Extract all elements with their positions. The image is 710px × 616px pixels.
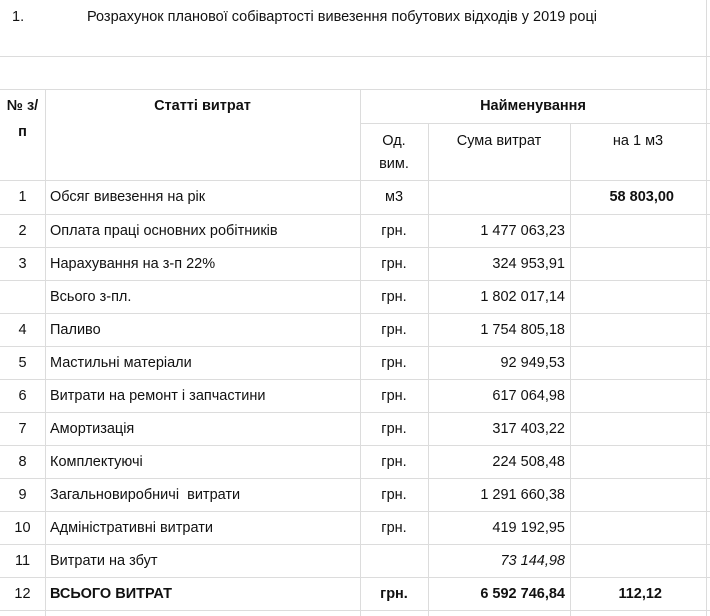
- row-sum: 1 291 660,38: [480, 487, 565, 503]
- row-sum: 317 403,22: [492, 421, 565, 437]
- row-label: Всього з-пл.: [50, 289, 132, 305]
- row-unit: грн.: [381, 388, 407, 404]
- row-sum: 1 754 805,18: [480, 322, 565, 338]
- gridline: [706, 0, 707, 616]
- gridline: [0, 577, 710, 578]
- gridline: [0, 346, 710, 347]
- row-number: 11: [14, 553, 31, 569]
- row-label: Адміністративні витрати: [50, 520, 213, 536]
- gridline: [0, 478, 710, 479]
- row-sum: 92 949,53: [500, 355, 565, 371]
- gridline: [0, 610, 710, 611]
- header-unit-cont: вим.: [379, 156, 409, 172]
- row-unit: грн.: [381, 256, 407, 272]
- row-number: 10: [14, 520, 31, 536]
- gridline: [0, 445, 710, 446]
- row-label: Паливо: [50, 322, 101, 338]
- header-cost-items: Статті витрат: [154, 98, 251, 114]
- total-label: ВСЬОГО ВИТРАТ: [50, 586, 172, 602]
- header-number-cont: п: [18, 124, 27, 140]
- row-label: Мастильні матеріали: [50, 355, 192, 371]
- row-number: 3: [18, 256, 27, 272]
- row-unit: грн.: [381, 223, 407, 239]
- row-number: 6: [18, 388, 27, 404]
- row-unit: грн.: [381, 355, 407, 371]
- row-sum: 224 508,48: [492, 454, 565, 470]
- row-unit: грн.: [381, 487, 407, 503]
- row-per-m3: 58 803,00: [609, 189, 674, 205]
- row-label: Оплата праці основних робітників: [50, 223, 278, 239]
- gridline: [0, 379, 710, 380]
- gridline: [0, 280, 710, 281]
- gridline: [360, 123, 710, 124]
- row-label: Загальновиробничі витрати: [50, 487, 241, 503]
- row-label: Обсяг вивезення на рік: [50, 189, 206, 205]
- row-number: 5: [18, 355, 27, 371]
- header-naming: Найменування: [480, 98, 586, 114]
- section-number: 1.: [12, 9, 25, 25]
- gridline: [0, 56, 710, 57]
- row-label: Витрати на ремонт і запчастини: [50, 388, 266, 404]
- header-sum: Сума витрат: [456, 133, 542, 149]
- row-label: Комплектуючі: [50, 454, 143, 470]
- header-per-m3: на 1 м3: [612, 133, 664, 149]
- row-unit: грн.: [381, 322, 407, 338]
- gridline: [0, 511, 710, 512]
- row-unit: грн.: [381, 454, 407, 470]
- gridline: [0, 214, 710, 215]
- gridline: [0, 180, 710, 181]
- row-number: 9: [18, 487, 27, 503]
- row-number: 8: [18, 454, 27, 470]
- row-sum: 617 064,98: [492, 388, 565, 404]
- row-number: 12: [14, 586, 31, 602]
- document-title: Розрахунок планової собівартості вивезення побутових відходів у 2019 році: [87, 9, 597, 25]
- header-unit: Од.: [382, 133, 406, 149]
- row-number: 7: [18, 421, 27, 437]
- row-sum: 73 144,98: [500, 553, 565, 569]
- row-unit: грн.: [381, 289, 407, 305]
- gridline: [0, 313, 710, 314]
- row-unit: грн.: [381, 520, 407, 536]
- row-label: Нарахування на з-п 22%: [50, 256, 216, 272]
- row-label: Витрати на збут: [50, 553, 158, 569]
- header-number: № з/: [6, 98, 39, 114]
- row-sum: 324 953,91: [492, 256, 565, 272]
- row-sum: 1 802 017,14: [480, 289, 565, 305]
- row-label: Амортизація: [50, 421, 135, 437]
- gridline: [0, 544, 710, 545]
- row-number: 1: [18, 189, 27, 205]
- row-number: 4: [18, 322, 27, 338]
- row-unit: грн.: [380, 586, 408, 602]
- gridline: [0, 89, 710, 90]
- gridline: [45, 89, 46, 616]
- gridline: [0, 412, 710, 413]
- total-per-m3: 112,12: [618, 586, 662, 602]
- row-unit: грн.: [381, 421, 407, 437]
- row-sum: 419 192,95: [492, 520, 565, 536]
- row-sum: 1 477 063,23: [480, 223, 565, 239]
- total-sum: 6 592 746,84: [480, 586, 565, 602]
- gridline: [0, 247, 710, 248]
- row-unit: м3: [384, 189, 404, 205]
- row-number: 2: [18, 223, 27, 239]
